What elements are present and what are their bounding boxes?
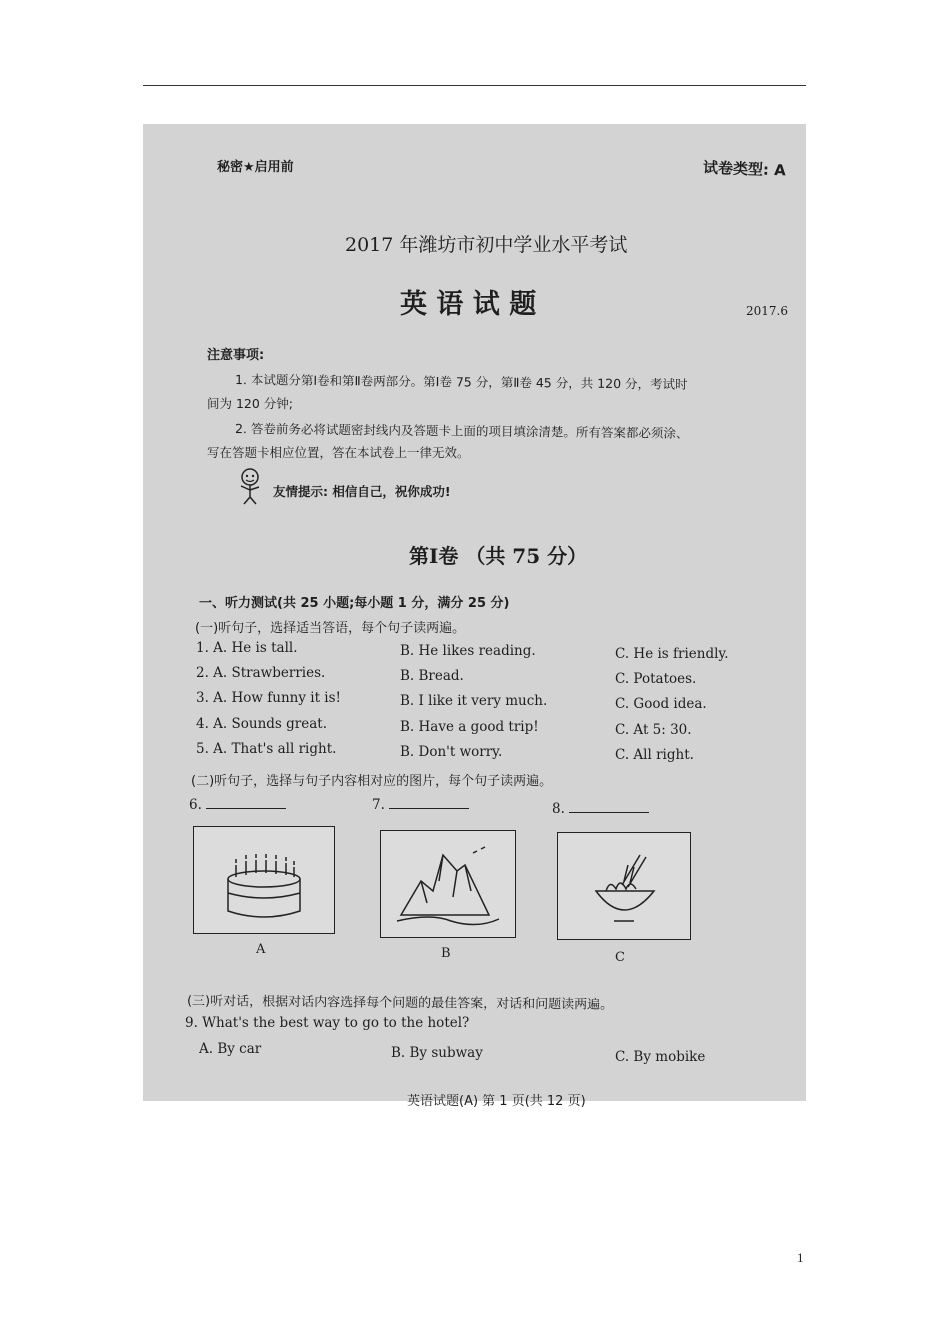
part2-heading: (二)听句子，选择与句子内容相对应的图片，每个句子读两遍。 (191, 774, 553, 789)
q1-option-b: B. He likes reading. (400, 643, 536, 659)
q1-option-c: C. He is friendly. (615, 646, 729, 662)
blank-8 (552, 798, 649, 817)
q2-option-b: B. Bread. (400, 668, 464, 684)
q3-option-c: C. Good idea. (615, 696, 707, 712)
mountains-icon (381, 831, 515, 937)
blank-6-line (206, 794, 286, 809)
blank-6-number: 6. (189, 797, 202, 813)
blank-7 (372, 794, 469, 813)
q1-option-a: 1. A. He is tall. (196, 640, 298, 656)
picture-a-label: A (256, 942, 266, 957)
part3-heading: (三)听对话，根据对话内容选择每个问题的最佳答案，对话和问题读两遍。 (186, 994, 614, 1013)
blank-7-line (389, 794, 469, 809)
picture-c-label: C (615, 950, 625, 965)
q4-option-a: 4. A. Sounds great. (196, 716, 327, 732)
notice-item-1-line-1: 1. 本试题分第Ⅰ卷和第Ⅱ卷两部分。第Ⅰ卷 75 分，第Ⅱ卷 45 分，共 120 分，考试时 (234, 372, 688, 392)
notice-item-2-line-2: 写在答题卡相应位置，答在本试卷上一律无效。 (207, 445, 470, 460)
q3-option-b: B. I like it very much. (400, 693, 548, 709)
footer-page-label: 英语试题(A) 第 1 页(共 12 页) (407, 1094, 586, 1109)
volume-title: 第Ⅰ卷 （共 75 分） (409, 544, 588, 568)
picture-c (557, 832, 691, 940)
q4-option-b: B. Have a good trip! (400, 719, 539, 735)
mascot-icon (235, 466, 265, 506)
blank-8-number: 8. (552, 801, 565, 817)
noodle-bowl-icon (558, 833, 690, 939)
blank-7-number: 7. (372, 797, 385, 813)
picture-b-label: B (441, 946, 451, 961)
page-number: 1 (797, 1250, 804, 1265)
birthday-cake-icon (194, 827, 334, 933)
exam-title: 2017 年潍坊市初中学业水平考试 (345, 234, 628, 256)
secret-label: 秘密★启用前 (217, 160, 294, 175)
picture-b (380, 830, 516, 938)
blank-8-line (569, 798, 649, 813)
paper-type: 试卷类型: A (702, 158, 787, 180)
picture-a (193, 826, 335, 934)
blank-6 (189, 794, 286, 813)
q3-option-a: 3. A. How funny it is! (196, 690, 341, 706)
notice-item-2-line-1: 2. 答卷前务必将试题密封线内及答题卡上面的项目填涂清楚。所有答案都必须涂、 (234, 421, 689, 441)
q9-option-b: B. By subway (391, 1045, 483, 1061)
exam-date: 2017.6 (746, 304, 788, 318)
header-rule (143, 85, 806, 86)
exam-photo (143, 124, 806, 1109)
q2-option-a: 2. A. Strawberries. (196, 665, 326, 681)
q9-option-c: C. By mobike (615, 1049, 706, 1065)
exam-subject: 英 语 试 题 (400, 289, 537, 320)
q4-option-c: C. At 5: 30. (615, 722, 692, 738)
notice-item-1-line-2: 间为 120 分钟; (207, 396, 294, 411)
q9-option-a: A. By car (199, 1041, 262, 1057)
q2-option-c: C. Potatoes. (615, 671, 697, 687)
notice-heading: 注意事项: (207, 348, 265, 363)
tip-text: 友情提示: 相信自己，祝你成功! (273, 484, 451, 499)
q9-question: 9. What's the best way to go to the hotel? (185, 1015, 470, 1031)
q5-option-a: 5. A. That's all right. (196, 741, 337, 757)
q5-option-b: B. Don't worry. (400, 744, 503, 760)
section1-heading: 一、听力测试(共 25 小题;每小题 1 分，满分 25 分) (199, 596, 510, 611)
part1-heading: (一)听句子，选择适当答语，每个句子读两遍。 (195, 621, 466, 636)
q5-option-c: C. All right. (615, 747, 694, 763)
